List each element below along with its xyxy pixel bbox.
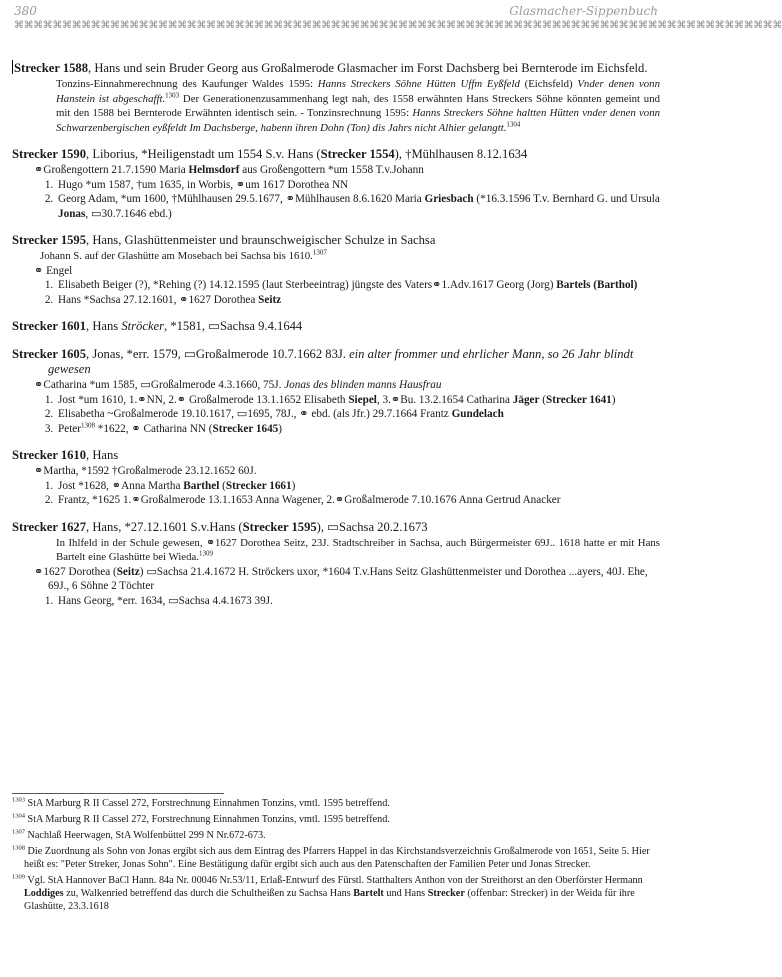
child-text: , ▭30.7.1646 ebd.) bbox=[85, 207, 172, 220]
note-quote: Hanns Streckers Söhne haltten Hütten vnder denen vonn Schwarzenbergischen eyßfeldt Im Dachsberge, habenn ihren Dohn (Ton) dis Jahrs nicht Alhier gelangtt. bbox=[56, 107, 660, 134]
entry-note bbox=[56, 536, 660, 565]
child-text: Georg Adam, *um 1600, †Mühlhausen 29.5.1677, ⚭Mühlhausen 8.6.1620 Maria bbox=[58, 193, 425, 206]
cross-reference[interactable]: Strecker 1645 bbox=[212, 422, 279, 435]
child-item bbox=[56, 293, 660, 307]
footnote-text: StA Marburg R II Cassel 272, Forstrechnung Einnahmen Tonzins, vmtl. 1595 betreffend. bbox=[27, 814, 390, 825]
child-text: , 3.⚭Bu. 13.2.1654 Catharina bbox=[376, 393, 513, 406]
surname: Jonas bbox=[58, 207, 86, 220]
footnote-ref[interactable]: 1309 bbox=[198, 549, 213, 558]
entry-heading-text: , *1581, ▭Sachsa 9.4.1644 bbox=[164, 319, 303, 334]
page-number: 380 bbox=[14, 4, 37, 18]
entry-strecker-1588 bbox=[12, 60, 660, 135]
note-text: In Ihlfeld in der Schule gewesen, ⚭1627 Dorothea Seitz, 23J. Stadtschreiber in Sachsa, auch Bürgermeister 69J.. 1618 hatte er mit Hans Bartelt eine Glashütte bei Wieda. bbox=[56, 536, 660, 564]
entry-name: Strecker 1601 bbox=[12, 319, 87, 334]
children-list bbox=[12, 278, 660, 307]
name-variant: Ströcker bbox=[121, 319, 165, 334]
entry-name: Strecker 1590 bbox=[12, 147, 87, 162]
note-quote: Vnder denen vonn Hanstein ist abgeschafft. bbox=[56, 78, 660, 105]
child-item bbox=[56, 178, 660, 192]
surname: Bartelt bbox=[353, 888, 384, 899]
entry-quote: ein alter frommer und ehrlicher Mann, so 26 Jahr blindt gewesen bbox=[48, 346, 634, 376]
footnote-text: und Hans bbox=[383, 888, 428, 899]
entry-note bbox=[40, 249, 660, 263]
entry-strecker-1601 bbox=[12, 319, 660, 334]
entry-heading-text: , Hans und sein Bruder Georg aus Großalmerode Glasmacher im Forst Dachsberg bei Bernterode im Eichsfeld. bbox=[88, 61, 648, 75]
footnote-text: StA Marburg R II Cassel 272, Forstrechnung Einnahmen Tonzins, vmtl. 1595 betreffend. bbox=[27, 798, 390, 809]
surname: Gundelach bbox=[451, 408, 504, 421]
child-item bbox=[56, 192, 660, 221]
entry-name: Strecker 1627 bbox=[12, 519, 87, 534]
surname: Barthel bbox=[183, 479, 220, 492]
entry-name: Strecker 1605 bbox=[12, 346, 87, 361]
footnote-text: Die Zuordnung als Sohn von Jonas ergibt sich aus dem Eintrag des Pfarrers Happel in das Kirchstandsverzeichnis Großalmerode von 1651, Seite 5. Hier heißt es: "Peter Streker, Jonas Sohn". Eine Bestätigung dafür ergibt sich auch aus den Patenschaften der Familien Peter und Jonas Strecker. bbox=[24, 846, 650, 870]
child-text: Jost *1628, ⚭Anna Martha bbox=[58, 479, 184, 492]
child-text: Hans Georg, *err. 1634, ▭Sachsa 4.4.1673 39J. bbox=[58, 594, 273, 607]
cross-reference[interactable]: Strecker 1661 bbox=[225, 479, 292, 492]
footnote-number: 1308 bbox=[12, 844, 25, 852]
marriage-text: ⚭Catharina *um 1585, ▭Großalmerode 4.3.1660, 75J. bbox=[34, 379, 285, 392]
running-header bbox=[14, 4, 658, 18]
entry-strecker-1627 bbox=[12, 520, 660, 608]
entry-note bbox=[56, 77, 660, 135]
child-item bbox=[56, 278, 660, 292]
footnote bbox=[12, 797, 660, 810]
footnote-number: 1304 bbox=[12, 812, 25, 820]
ornamental-border: ⌘⌘⌘⌘⌘⌘⌘⌘⌘⌘⌘⌘⌘⌘⌘⌘⌘⌘⌘⌘⌘⌘⌘⌘⌘⌘⌘⌘⌘⌘⌘⌘⌘⌘⌘⌘⌘⌘⌘⌘⌘⌘⌘⌘⌘⌘⌘⌘⌘⌘⌘⌘⌘⌘⌘⌘⌘⌘⌘⌘⌘⌘⌘⌘⌘⌘⌘⌘⌘⌘⌘⌘⌘⌘⌘⌘⌘⌘⌘⌘ bbox=[14, 20, 782, 31]
child-item bbox=[56, 493, 660, 507]
note-text: (Eichsfeld) bbox=[519, 78, 578, 91]
cross-reference[interactable]: Strecker 1554 bbox=[320, 147, 395, 162]
cross-reference[interactable]: Strecker 1641 bbox=[546, 393, 612, 406]
note-text: Der Generationenzusammenhang legt nah, des 1558 erwähnten Hans Streckers Söhne könnten gemeint und mit den 1588 bei Bernterode Erwähnten identisch sein. - Tonzinsrechnung 1595: bbox=[56, 92, 660, 120]
surname: Helmsdorf bbox=[188, 164, 240, 177]
children-list bbox=[12, 479, 660, 508]
entry-heading-text: , Hans, *27.12.1601 S.v.Hans ( bbox=[86, 519, 243, 534]
footnote-rule bbox=[12, 793, 224, 794]
child-item bbox=[56, 479, 660, 493]
surname: Strecker bbox=[427, 888, 465, 899]
note-quote: Hanns Streckers Söhne Hütten Uffm Eyßfeld bbox=[317, 78, 520, 91]
footnote-text: Nachlaß Heerwagen, StA Wolfenbüttel 299 N Nr.672-673. bbox=[27, 830, 266, 841]
entry-heading bbox=[12, 347, 660, 378]
entry-heading-text: , Hans, Glashüttenmeister und braunschweigischer Schulze in Sachsa bbox=[86, 233, 436, 248]
entry-strecker-1590 bbox=[12, 147, 660, 221]
marriage-line bbox=[34, 378, 660, 392]
footnote-text: Vgl. StA Hannover BaCl Hann. 84a Nr. 00046 Nr.53/11, Erlaß-Entwurf des Fürstl. Statthalters Anthon von der Streithorst an den Oberförster Hermann bbox=[27, 875, 643, 886]
footnote-ref[interactable]: 1303 bbox=[165, 91, 180, 100]
note-text: Tonzins-Einnahmerechnung des Kaufunger Waldes 1595: bbox=[56, 78, 318, 91]
entry-heading bbox=[12, 147, 660, 162]
child-item bbox=[56, 407, 660, 421]
child-text: (*16.3.1596 T.v. Bernhard G. und Ursula bbox=[473, 193, 660, 206]
footnote-ref[interactable]: 1308 bbox=[81, 420, 95, 429]
child-text: ) bbox=[291, 479, 296, 492]
entry-heading-text: , Hans bbox=[86, 319, 122, 334]
child-text: ) bbox=[278, 422, 282, 435]
book-title: Glasmacher-Sippenbuch bbox=[509, 4, 658, 18]
footnote bbox=[12, 813, 660, 826]
marriage-text: ⚭Großengottern 21.7.1590 Maria bbox=[34, 164, 189, 177]
footnote-number: 1309 bbox=[12, 873, 25, 881]
surname: Loddiges bbox=[24, 888, 64, 899]
entry-name: Strecker 1610 bbox=[12, 447, 87, 462]
entry-heading-text: , Hans bbox=[86, 447, 119, 462]
footnote bbox=[12, 829, 660, 842]
footnote-text: (offenbar: Strecker) in der Weida für ihre Glashütte, 23.3.1618 bbox=[24, 888, 635, 912]
footnote-ref[interactable]: 1304 bbox=[506, 120, 521, 129]
child-text: Elisabeth Beiger (?), *Rehing (?) 14.12.1595 (laut Sterbeeintrag) jüngste des Vaters⚭1.Adv.1617 Georg (Jorg) bbox=[58, 279, 557, 292]
entry-strecker-1595 bbox=[12, 233, 660, 307]
entry-heading bbox=[12, 60, 660, 76]
surname: Seitz bbox=[116, 565, 140, 578]
entry-heading bbox=[12, 448, 660, 463]
child-item bbox=[56, 422, 660, 436]
entry-name: Strecker 1588 bbox=[14, 61, 89, 75]
child-text: Hugo *um 1587, †um 1635, in Worbis, ⚭um 1617 Dorothea NN bbox=[58, 178, 349, 191]
child-text: ( bbox=[219, 479, 226, 492]
entry-heading-text: , Jonas, *err. 1579, ▭Großalmerode 10.7.1662 83J. bbox=[86, 346, 350, 361]
entry-heading-text: , Liborius, *Heiligenstadt um 1554 S.v. Hans ( bbox=[86, 147, 321, 162]
entry-heading-text: ), †Mühlhausen 8.12.1634 bbox=[394, 147, 528, 162]
surname: Siepel bbox=[348, 393, 377, 406]
marriage-line: ⚭Martha, *1592 †Großalmerode 23.12.1652 60J. bbox=[34, 465, 257, 478]
footnotes bbox=[12, 797, 660, 916]
child-text: ) bbox=[611, 393, 616, 406]
child-item bbox=[56, 594, 660, 608]
entry-heading bbox=[12, 233, 660, 248]
marriage-text: ⚭1627 Dorothea ( bbox=[34, 565, 117, 578]
marriage-line bbox=[34, 163, 660, 177]
children-list bbox=[12, 178, 660, 221]
marriage-quote: Jonas des blinden manns Hausfrau bbox=[284, 379, 442, 392]
marriage-text: ) ▭Sachsa 21.4.1672 H. Ströckers uxor, *1604 T.v.Hans Seitz Glashüttenmeister und Dorothea ...ayers, 40J. Ehe, 69J., 6 Söhne 2 Töchter bbox=[48, 565, 648, 593]
surname: Seitz bbox=[258, 293, 282, 306]
footnote-number: 1303 bbox=[12, 796, 25, 804]
children-list bbox=[12, 393, 660, 436]
child-text: Peter bbox=[58, 422, 81, 435]
marriage-text: aus Großengottern *um 1558 T.v.Johann bbox=[239, 164, 424, 177]
cross-reference[interactable]: Strecker 1595 bbox=[242, 519, 317, 534]
surname: Bartels (Barthol) bbox=[556, 279, 638, 292]
text-cursor bbox=[12, 60, 13, 74]
entry-name: Strecker 1595 bbox=[12, 233, 87, 248]
note-text: Johann S. auf der Glashütte am Mosebach bei Sachsa bis 1610. bbox=[40, 250, 313, 263]
children-list bbox=[12, 594, 660, 608]
surname: Jäger bbox=[512, 393, 540, 406]
child-item bbox=[56, 393, 660, 407]
child-text: ( bbox=[539, 393, 547, 406]
page-body bbox=[12, 60, 660, 620]
footnote-ref[interactable]: 1307 bbox=[312, 248, 327, 257]
footnote-text: zu, Walkenried betreffend das durch die Schultheißen zu Sachsa Hans bbox=[63, 888, 354, 899]
footnote bbox=[12, 845, 660, 871]
child-text: Frantz, *1625 1.⚭Großalmerode 13.1.1653 Anna Wagener, 2.⚭Großalmerode 7.10.1676 Anna Gertrud Anacker bbox=[58, 494, 561, 507]
entry-heading-text: ), ▭Sachsa 20.2.1673 bbox=[316, 519, 428, 534]
child-text: *1622, ⚭ Catharina NN ( bbox=[95, 422, 213, 435]
footnote-number: 1307 bbox=[12, 828, 25, 836]
surname: Griesbach bbox=[424, 193, 474, 206]
marriage-line bbox=[34, 565, 660, 594]
entry-heading bbox=[12, 520, 660, 535]
entry-heading bbox=[12, 319, 660, 334]
entry-strecker-1605 bbox=[12, 347, 660, 436]
child-text: Elisabetha ~Großalmerode 19.10.1617, ▭1695, 78J., ⚭ ebd. (als Jfr.) 29.7.1664 Frantz bbox=[58, 408, 452, 421]
entry-strecker-1610 bbox=[12, 448, 660, 508]
child-text: Jost *um 1610, 1.⚭NN, 2.⚭ Großalmerode 13.1.1652 Elisabeth bbox=[58, 393, 349, 406]
child-text: Hans *Sachsa 27.12.1601, ⚭1627 Dorothea bbox=[58, 293, 259, 306]
footnote bbox=[12, 874, 660, 913]
marriage-line: ⚭ Engel bbox=[34, 264, 73, 277]
